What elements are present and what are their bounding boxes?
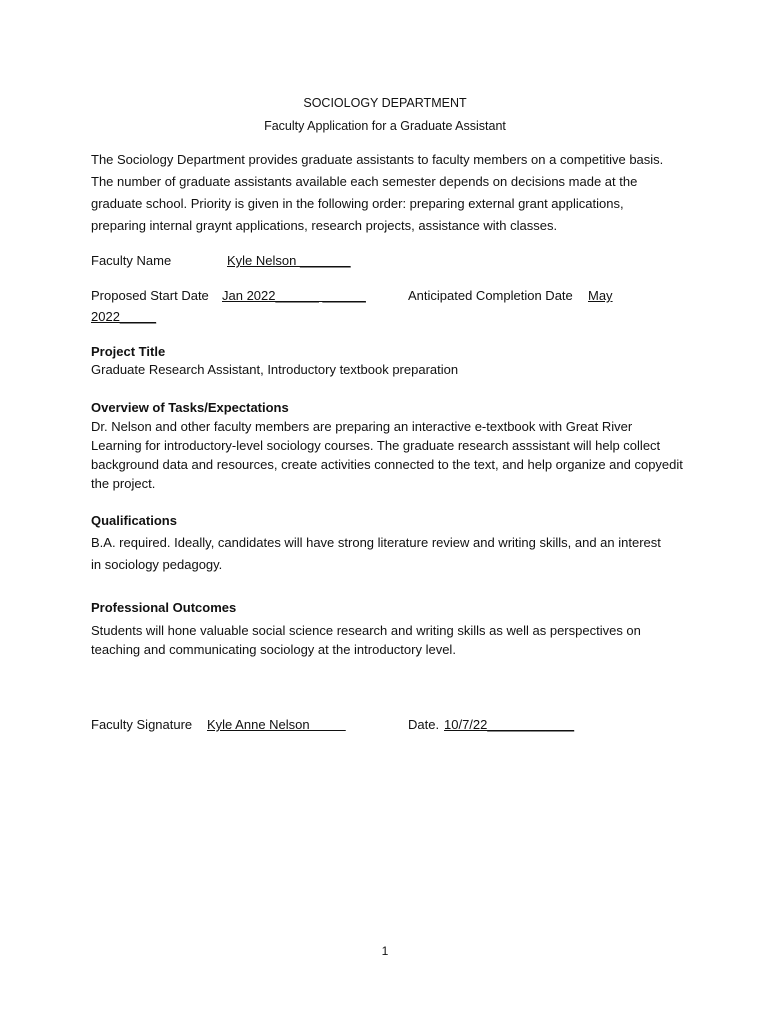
completion-date-value-month: May: [588, 288, 613, 303]
project-title-heading: Project Title: [91, 344, 166, 359]
department-heading: SOCIOLOGY DEPARTMENT: [303, 96, 467, 110]
completion-date-label: Anticipated Completion Date: [408, 288, 573, 303]
signature-value: Kyle Anne Nelson: [207, 717, 346, 732]
qualifications-text: B.A. required. Ideally, candidates will have strong literature review and writing skills, and an interest in sociology pedagogy.: [91, 535, 661, 572]
faculty-name-label: Faculty Name: [91, 253, 172, 268]
outcomes-heading: Professional Outcomes: [91, 600, 237, 615]
qualifications-heading: Qualifications: [91, 513, 177, 528]
date-label: Date.: [408, 717, 440, 732]
form-title: Faculty Application for a Graduate Assistant: [264, 119, 506, 133]
date-value: 10/7/22____________: [444, 717, 575, 732]
outcomes-text: Students will hone valuable social science research and writing skills as well as perspectives on teaching and communicating sociology at the introductory level.: [91, 623, 641, 657]
overview-heading: Overview of Tasks/Expectations: [91, 400, 289, 415]
overview-text: Dr. Nelson and other faculty members are preparing an interactive e-textbook with Great River Learning for introductory-level sociology courses. The graduate research asssistant will help collect background data and resources, create activities connected to the text, and help organize and copyedit the project.: [91, 419, 683, 491]
signature-label: Faculty Signature: [91, 717, 193, 732]
project-title-text: Graduate Research Assistant, Introductory textbook preparation: [91, 362, 459, 377]
page-number: 1: [381, 944, 389, 958]
completion-date-value-year: 2022_____: [91, 309, 157, 324]
faculty-name-value: Kyle Nelson _______: [227, 253, 351, 268]
intro-paragraph: The Sociology Department provides graduate assistants to faculty members on a competitive basis. The number of graduate assistants available each semester depends on decisions made at the graduate school. Priority is given in the following order: preparing external grant applications, preparing internal graynt applications, research projects, assistance with classes.: [91, 152, 664, 233]
start-date-label: Proposed Start Date: [91, 288, 209, 303]
start-date-value: Jan 2022______ ______: [222, 288, 366, 303]
